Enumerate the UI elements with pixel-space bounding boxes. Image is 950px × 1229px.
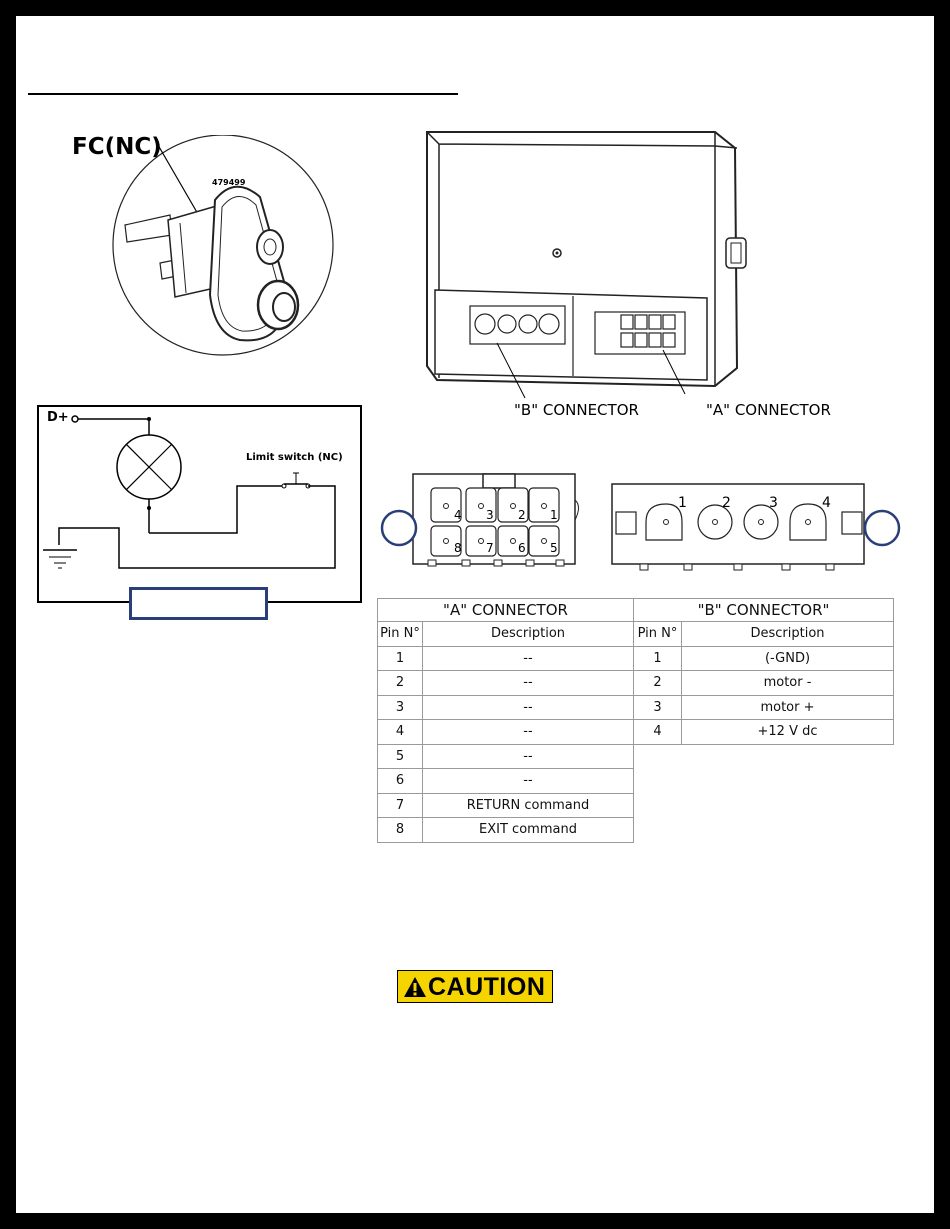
- pin-cell: 7: [378, 793, 423, 818]
- connector-a-table: [377, 598, 634, 843]
- connector-b-face: [610, 482, 905, 572]
- desc-cell: --: [423, 769, 634, 794]
- table-row: [378, 720, 634, 745]
- pin-label: 2: [518, 508, 526, 522]
- pin-label: 2: [722, 495, 731, 511]
- table-a-desc-header: Description: [423, 622, 634, 647]
- table-row: [378, 695, 634, 720]
- desc-cell: motor +: [682, 695, 894, 720]
- pin-label: 7: [486, 541, 494, 555]
- table-row: [634, 720, 894, 745]
- connector-a-label: "A" CONNECTOR: [706, 401, 831, 419]
- pin-cell: 3: [634, 695, 682, 720]
- control-box-illustration: [415, 118, 760, 403]
- table-row: [378, 818, 634, 843]
- limit-switch-label: Limit switch (NC): [246, 452, 343, 463]
- table-row: [634, 695, 894, 720]
- desc-cell: +12 V dc: [682, 720, 894, 745]
- pin-label: 4: [822, 495, 831, 511]
- pin-label: 3: [486, 508, 494, 522]
- pin-cell: 1: [634, 646, 682, 671]
- circuit-diagram: [37, 405, 362, 603]
- pin-label: 8: [454, 541, 462, 555]
- table-row: [634, 646, 894, 671]
- desc-cell: (-GND): [682, 646, 894, 671]
- connector-b-label: "B" CONNECTOR: [514, 401, 639, 419]
- table-row: [378, 769, 634, 794]
- supply-label: D+: [47, 410, 69, 425]
- pin-label: 1: [550, 508, 558, 522]
- limit-switch-illustration: [110, 135, 340, 365]
- desc-cell: --: [423, 671, 634, 696]
- connector-b-table: [633, 598, 894, 745]
- table-row: [378, 793, 634, 818]
- desc-cell: RETURN command: [423, 793, 634, 818]
- desc-cell: --: [423, 744, 634, 769]
- part-number: 479499: [212, 178, 246, 187]
- pin-cell: 4: [634, 720, 682, 745]
- pin-label: 5: [550, 541, 558, 555]
- circuit-caption-box: [129, 587, 268, 620]
- pin-cell: 3: [378, 695, 423, 720]
- caution-label: [397, 970, 553, 1003]
- pin-label: 1: [678, 495, 687, 511]
- pin-cell: 2: [634, 671, 682, 696]
- table-row: [378, 744, 634, 769]
- warning-triangle-icon: [403, 976, 427, 998]
- desc-cell: EXIT command: [423, 818, 634, 843]
- pin-cell: 6: [378, 769, 423, 794]
- desc-cell: --: [423, 695, 634, 720]
- desc-cell: motor -: [682, 671, 894, 696]
- table-a-title: "A" CONNECTOR: [378, 599, 634, 622]
- pin-label: 6: [518, 541, 526, 555]
- caution-text: CAUTION: [428, 973, 546, 1001]
- pin-label: 4: [454, 508, 462, 522]
- table-row: [378, 671, 634, 696]
- pin-cell: 4: [378, 720, 423, 745]
- table-b-desc-header: Description: [682, 622, 894, 647]
- fc-nc-label: FC(NC): [72, 134, 162, 160]
- header-rule: [28, 93, 458, 95]
- table-row: [378, 646, 634, 671]
- pin-label: 3: [769, 495, 778, 511]
- pin-cell: 2: [378, 671, 423, 696]
- connector-a-face: [376, 470, 586, 570]
- desc-cell: --: [423, 720, 634, 745]
- pin-cell: 5: [378, 744, 423, 769]
- table-a-pin-header: Pin N°: [378, 622, 423, 647]
- table-b-title: "B" CONNECTOR": [634, 599, 894, 622]
- desc-cell: --: [423, 646, 634, 671]
- table-row: [634, 671, 894, 696]
- pin-cell: 1: [378, 646, 423, 671]
- pin-cell: 8: [378, 818, 423, 843]
- table-b-pin-header: Pin N°: [634, 622, 682, 647]
